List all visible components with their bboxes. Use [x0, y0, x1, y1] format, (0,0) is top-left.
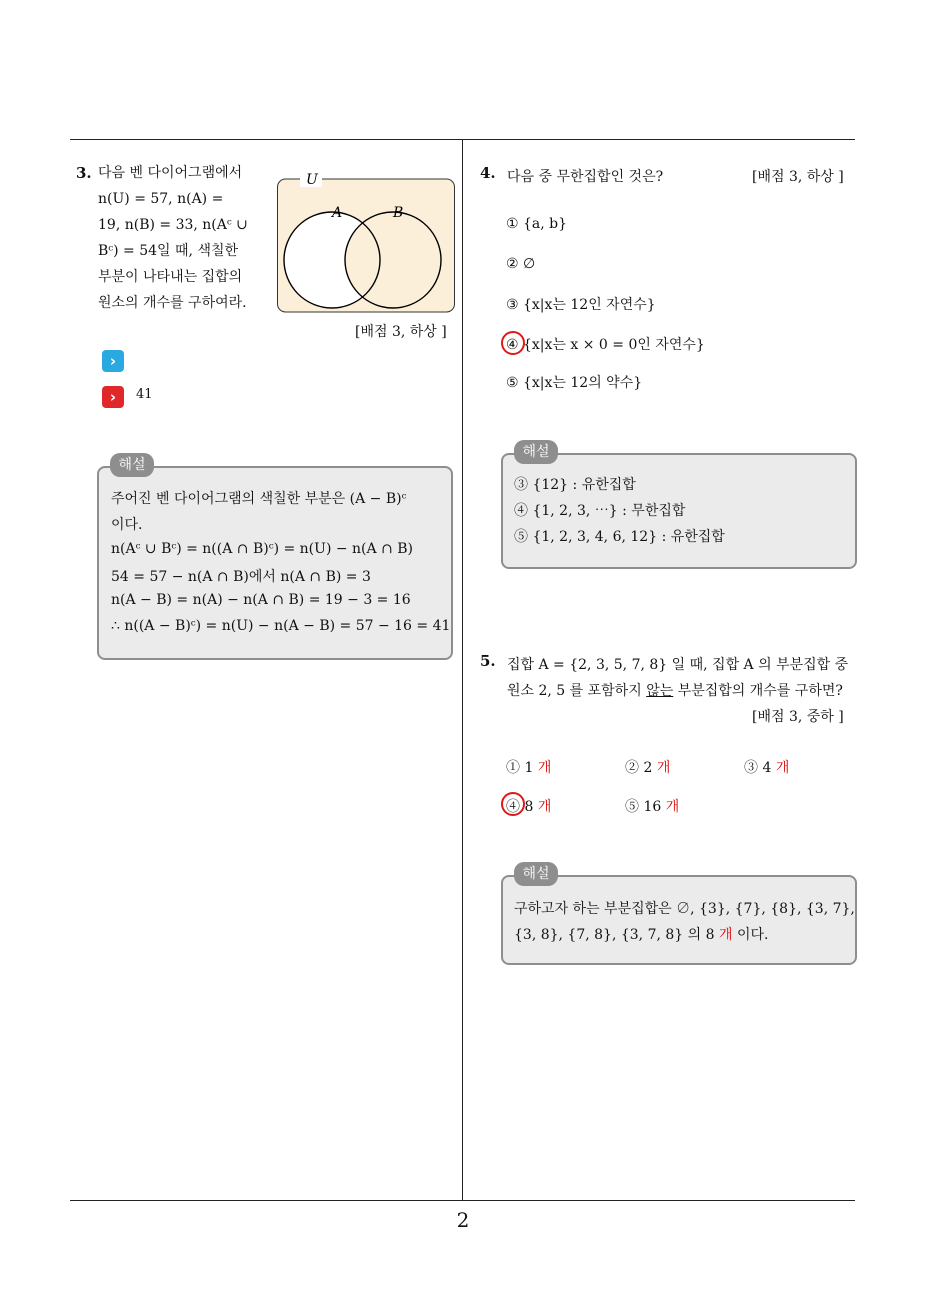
q5-selected-circle [501, 792, 525, 816]
q3-solution-line-4: 54 = 57 − n(A ∩ B)에서 n(A ∩ B) = 3 [111, 569, 371, 585]
q5-question-line-1: 집합 A = {2, 3, 5, 7, 8} 일 때, 집합 A 의 부분집합 중 [507, 657, 849, 673]
q4-number: 4. [480, 164, 496, 182]
q4-option-4[interactable]: ④ {x|x는 x × 0 = 0인 자연수} [506, 337, 705, 353]
q5-solution-line-2 [514, 924, 768, 944]
venn-label-u: U [306, 172, 318, 188]
q5-line2-underlined: 않는 [646, 683, 674, 699]
q5-question-line-2 [507, 680, 843, 700]
column-divider [462, 139, 463, 1201]
q4-solution-line-1: ③ {12} : 유한집합 [514, 477, 636, 493]
q4-option-1[interactable]: ① {a, b} [506, 216, 568, 232]
q5-solution-line2-unit: 개 [718, 927, 733, 943]
q5-option-3[interactable] [744, 757, 789, 777]
q5-option-4-unit: 개 [537, 799, 552, 815]
q3-line-2: n(U) = 57, n(A) = [98, 191, 224, 207]
q3-line-1: 다음 벤 다이어그램에서 [98, 165, 243, 181]
answer-button[interactable]: › [102, 386, 124, 408]
q5-option-1-unit: 개 [537, 760, 552, 776]
bottom-rule [70, 1200, 855, 1201]
q5-option-3-mark: ③ 4 [744, 760, 776, 776]
q5-solution-line2-pre: {3, 8}, {7, 8}, {3, 7, 8} 의 8 [514, 927, 719, 943]
show-answer-button[interactable]: › [102, 350, 124, 372]
q4-question: 다음 중 무한집합인 것은? [507, 169, 664, 185]
q5-option-5-unit: 개 [665, 799, 680, 815]
q3-solution-tag: 해설 [110, 453, 154, 477]
q3-score: [배점 3, 하상 ] [355, 324, 447, 340]
q4-score: [배점 3, 하상 ] [752, 169, 844, 185]
q4-solution-tag: 해설 [514, 440, 558, 464]
q3-solution-line-3: n(Aᶜ ∪ Bᶜ) = n((A ∩ B)ᶜ) = n(U) − n(A ∩ B) [111, 541, 414, 557]
q4-solution-line-2: ④ {1, 2, 3, ⋯} : 무한집합 [514, 503, 686, 519]
q5-option-1[interactable] [506, 757, 551, 777]
q3-line-3: 19, n(B) = 33, n(Aᶜ ∪ [98, 217, 248, 233]
q5-number: 5. [480, 652, 496, 670]
q4-solution-line-3: ⑤ {1, 2, 3, 4, 6, 12} : 유한집합 [514, 529, 725, 545]
q5-solution-tag: 해설 [514, 862, 558, 886]
q3-answer: 41 [136, 387, 153, 402]
q5-solution-box [501, 875, 857, 965]
q4-option-2[interactable]: ② ∅ [506, 256, 536, 272]
q3-solution-line-5: n(A − B) = n(A) − n(A ∩ B) = 19 − 3 = 16 [111, 592, 411, 608]
venn-label-b: B [393, 205, 404, 221]
q3-question [98, 160, 266, 316]
q5-option-2-mark: ② 2 [625, 760, 657, 776]
q5-option-1-mark: ① 1 [506, 760, 538, 776]
page-number: 2 [456, 1208, 470, 1232]
q5-option-3-unit: 개 [775, 760, 790, 776]
q3-solution-line-1: 주어진 벤 다이어그램의 색칠한 부분은 (A − B)ᶜ [111, 491, 407, 507]
q5-solution-line-1: 구하고자 하는 부분집합은 ∅, {3}, {7}, {8}, {3, 7}, [514, 901, 855, 917]
q4-selected-circle [501, 331, 525, 355]
q5-solution-line2-post: 이다. [732, 927, 769, 943]
venn-label-a: A [332, 205, 343, 221]
q5-option-2[interactable] [625, 757, 670, 777]
q5-option-5[interactable] [625, 796, 679, 816]
q3-line-5: 부분이 나타내는 집합의 [98, 269, 243, 285]
q3-line-4: Bᶜ) = 54일 때, 색칠한 [98, 243, 239, 259]
q3-solution-line-2: 이다. [111, 517, 143, 533]
q3-line-6: 원소의 개수를 구하여라. [98, 295, 247, 311]
q5-option-5-mark: ⑤ 16 [625, 799, 666, 815]
q5-option-2-unit: 개 [656, 760, 671, 776]
q3-number: 3. [76, 164, 92, 182]
venn-diagram [276, 168, 458, 314]
q5-score: [배점 3, 중하 ] [752, 709, 844, 725]
q5-line2-post: 부분집합의 개수를 구하면? [673, 683, 843, 699]
q4-option-5[interactable]: ⑤ {x|x는 12의 약수} [506, 375, 643, 391]
q5-line2-pre: 원소 2, 5 를 포함하지 [507, 683, 647, 699]
q5-option-4-mark: ④ 8 [506, 799, 538, 815]
q3-solution-line-6: ∴ n((A − B)ᶜ) = n(U) − n(A − B) = 57 − 16 = 41 [111, 618, 451, 634]
q4-option-3[interactable]: ③ {x|x는 12인 자연수} [506, 297, 656, 313]
